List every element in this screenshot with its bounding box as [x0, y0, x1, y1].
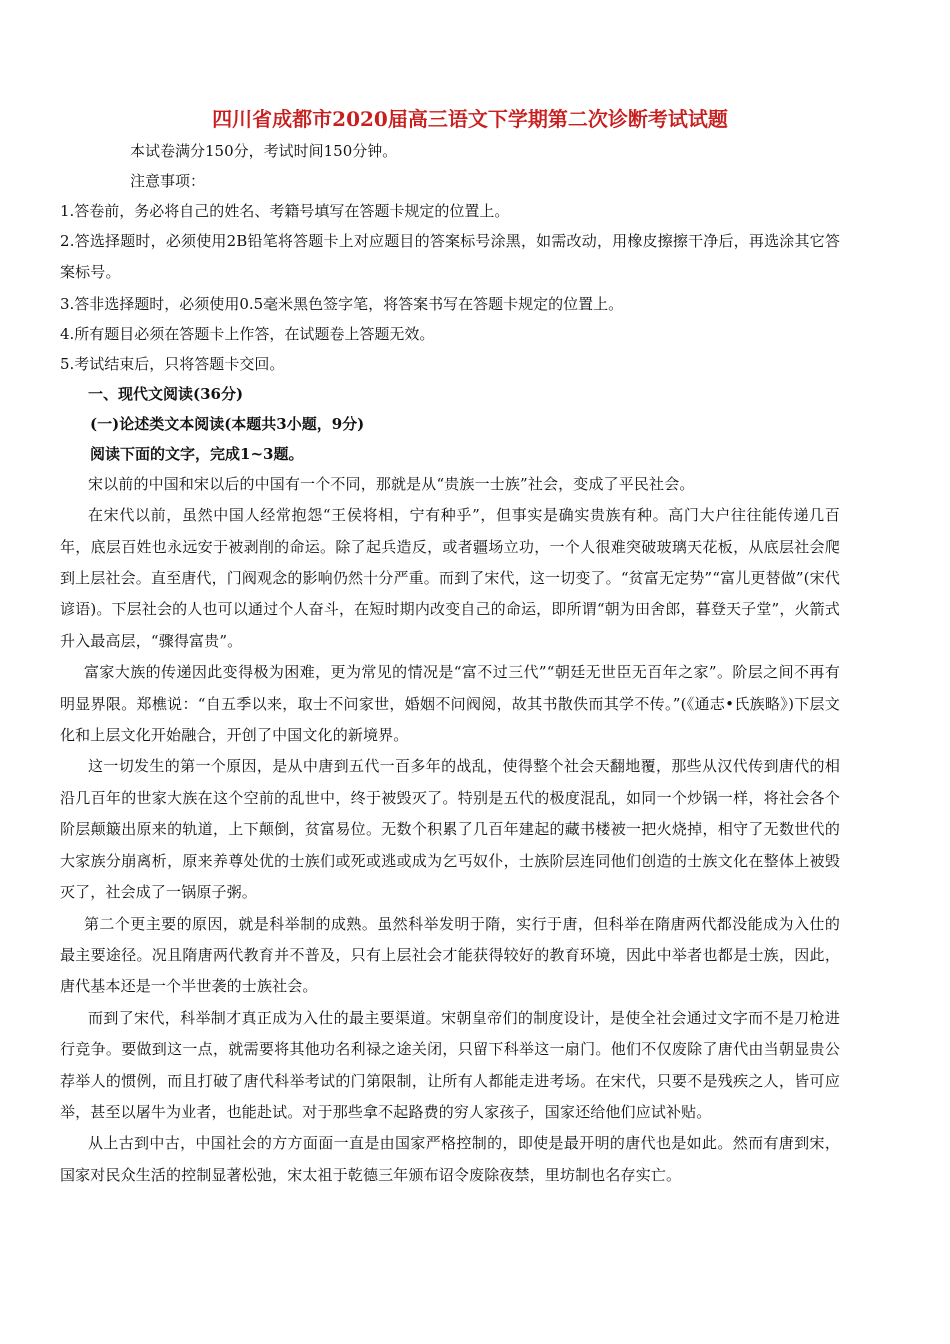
note-item: 4.所有题目必须在答题卡上作答，在试题卷上答题无效。	[60, 324, 435, 343]
passage-paragraph: 第二个更主要的原因，就是科举制的成熟。虽然科举发明于隋，实行于唐，但科举在隋唐两代都没能成为入仕的最主要途径。况且隋唐两代教育并不普及，只有上层社会才能获得较好的教育环境，因此中举者也都是士族，因此，唐代基本还是一个半世袭的士族社会。	[60, 914, 840, 996]
passage-paragraph: 富家大族的传递因此变得极为困难，更为常见的情况是“富不过三代”“朝廷无世臣无百年之家”。阶层之间不再有明显界限。郑樵说：“自五季以来，取士不问家世，婚姻不问阀阅，故其书散佚而其学不传。”(《通志•氏族略》)下层文化和上层文化开始融合，开创了中国文化的新境界。	[60, 663, 840, 745]
note-item: 1.答卷前，务必将自己的姓名、考籍号填写在答题卡规定的位置上。	[60, 202, 510, 220]
notes-heading: 注意事项：	[130, 172, 206, 190]
subsection-heading: (一)论述类文本阅读(本题共3小题，9分)	[90, 414, 365, 433]
reading-instruction: 阅读下面的文字，完成1~3题。	[90, 444, 304, 463]
passage-paragraph: 在宋代以前，虽然中国人经常抱怨“王侯将相，宁有种乎”，但事实是确实贵族有种。高门大户往往能传递几百年，底层百姓也永远安于被剥削的命运。除了起兵造反，或者疆场立功，一个人很难突破玻璃天花板，从底层社会爬到上层社会。直至唐代，门阀观念的影响仍然十分严重。而到了宋代，这一切变了。“贫富无定势”“富儿更替做”(宋代谚语)。下层社会的人也可以通过个人奋斗，在短时期内改变自己的命运，即所谓“朝为田舍郎，暮登天子堂”，火箭式升入最高层，“骤得富贵”。	[60, 506, 840, 650]
note-item: 3.答非选择题时，必须使用0.5毫米黑色签字笔，将答案书写在答题卡规定的位置上。	[60, 294, 624, 313]
exam-page	[60, 104, 840, 1191]
section-heading: 一、现代文阅读(36分)	[88, 384, 244, 403]
passage-paragraph: 从上古到中古，中国社会的方方面面一直是由国家严格控制的，即使是最开明的唐代也是如此。然而有唐到宋，国家对民众生活的控制显著松弛，宋太祖于乾德三年颁布诏令废除夜禁，里坊制也名存实亡。	[60, 1134, 840, 1184]
document-title: 四川省成都市2020届高三语文下学期第二次诊断考试试题	[212, 107, 728, 131]
passage-paragraph: 宋以前的中国和宋以后的中国有一个不同，那就是从“贵族一士族”社会，变成了平民社会。	[88, 474, 695, 493]
note-item: 2.答选择题时，必须使用2B铅笔将答题卡上对应题目的答案标号涂黑，如需改动，用橡皮擦擦干净后，再选涂其它答案标号。	[60, 232, 840, 282]
note-item: 5.考试结束后，只将答题卡交回。	[60, 354, 285, 373]
passage-paragraph: 而到了宋代，科举制才真正成为入仕的最主要渠道。宋朝皇帝们的制度设计，是使全社会通过文字而不是刀枪进行竞争。要做到这一点，就需要将其他功名利禄之途关闭，只留下科举这一扇门。他们不仅废除了唐代由当朝显贵公荐举人的惯例，而且打破了唐代科举考试的门第限制，让所有人都能走进考场。在宋代，只要不是残疾之人，皆可应举，甚至以屠牛为业者，也能赴试。对于那些拿不起路费的穷人家孩子，国家还给他们应试补贴。	[60, 1008, 840, 1121]
passage-paragraph: 这一切发生的第一个原因，是从中唐到五代一百多年的战乱，使得整个社会天翻地覆，那些从汉代传到唐代的相沿几百年的世家大族在这个空前的乱世中，终于被毁灭了。特别是五代的极度混乱，如同一个炒锅一样，将社会各个阶层颠簸出原来的轨道，上下颠倒，贫富易位。无数个积累了几百年建起的藏书楼被一把火烧掉，相守了无数世代的大家族分崩离析，原来养尊处优的士族们或死或逃或成为乞丐奴仆，士族阶层连同他们创造的士族文化在整体上被毁灭了，社会成了一锅原子粥。	[60, 757, 840, 902]
exam-info: 本试卷满分150分，考试时间150分钟。	[130, 142, 398, 160]
